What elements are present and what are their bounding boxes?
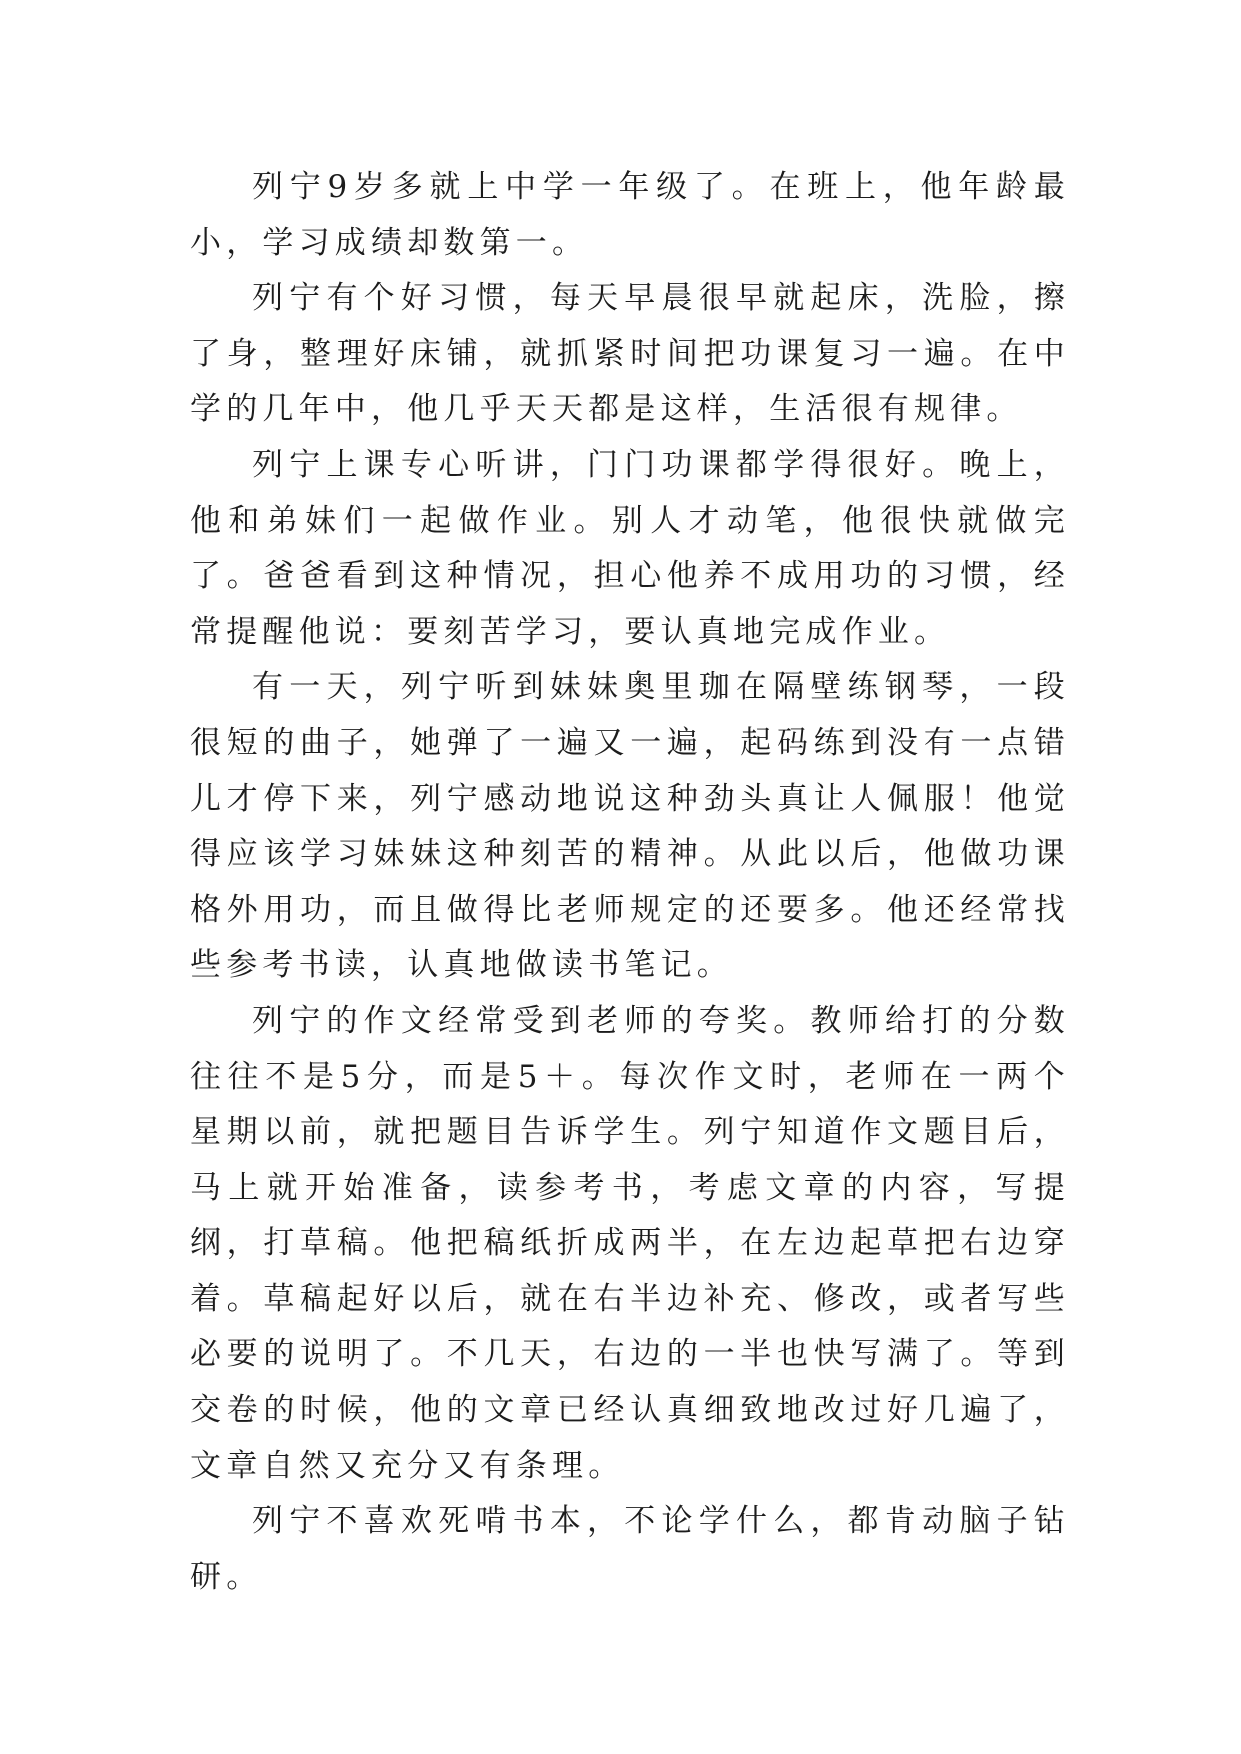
paragraph: 列宁上课专心听讲，门门功课都学得很好。晚上，他和弟妹们一起做作业。别人才动笔，他很快就做完了。爸爸看到这种情况，担心他养不成用功的习惯，经常提醒他说：要刻苦学习，要认真地完成作业。 bbox=[190, 446, 1070, 650]
paragraph: 列宁9岁多就上中学一年级了。在班上，他年龄最小，学习成绩却数第一。 bbox=[190, 169, 1070, 261]
paragraph: 列宁的作文经常受到老师的夸奖。教师给打的分数往往不是5分，而是5＋。每次作文时，老师在一两个星期以前，就把题目告诉学生。列宁知道作文题目后，马上就开始准备，读参考书，考虑文章的内容，写提纲，打草稿。他把稿纸折成两半，在左边起草把右边穿着。草稿起好以后，就在右半边补充、修改，或者写些必要的说明了。不几天，右边的一半也快写满了。等到交卷的时候，他的文章已经认真细致地改过好几遍了，文章自然又充分又有条理。 bbox=[190, 1002, 1070, 1484]
paragraph: 列宁有个好习惯，每天早晨很早就起床，洗脸，擦了身，整理好床铺，就抓紧时间把功课复习一遍。在中学的几年中，他几乎天天都是这样，生活很有规律。 bbox=[190, 280, 1070, 428]
body-text bbox=[190, 160, 1070, 1605]
paragraph: 列宁不喜欢死啃书本，不论学什么，都肯动脑子钻研。 bbox=[190, 1503, 1070, 1595]
paragraph: 有一天，列宁听到妹妹奥里珈在隔壁练钢琴，一段很短的曲子，她弹了一遍又一遍，起码练到没有一点错儿才停下来，列宁感动地说这种劲头真让人佩服！他觉得应该学习妹妹这种刻苦的精神。从此以后，他做功课格外用功，而且做得比老师规定的还要多。他还经常找些参考书读，认真地做读书笔记。 bbox=[190, 669, 1070, 984]
